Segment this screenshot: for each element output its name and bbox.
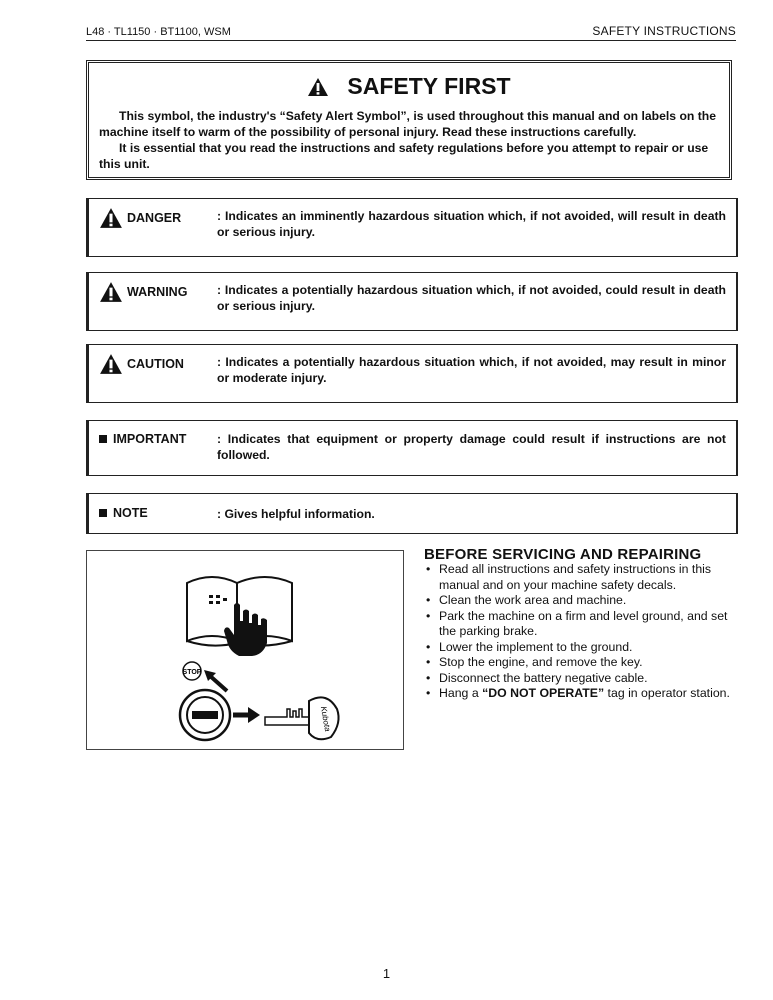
caution-label: CAUTION (127, 357, 184, 371)
important-description: : Indicates that equipment or property damage could result if instructions are not followed. (217, 432, 726, 462)
do-not-operate-tag-text: “DO NOT OPERATE” (482, 686, 605, 700)
list-item: • Lower the implement to the ground. (424, 640, 742, 656)
note-description: : Gives helpful information. (217, 507, 375, 521)
safety-first-heading (89, 73, 729, 100)
warning-triangle-icon (99, 281, 123, 303)
signal-label (99, 207, 181, 229)
danger-description: : Indicates an imminently hazardous situation which, if not avoided, will result in death or serious injury. (217, 209, 726, 239)
header-rule (86, 40, 736, 41)
key-icon (265, 697, 339, 739)
safety-first-paragraph-2: It is essential that you read the instructions and safety regulations before you attempt to repair or use this unit. (99, 141, 709, 171)
safety-first-box (86, 60, 732, 180)
signal-box-danger (86, 198, 738, 257)
signal-box-important (86, 420, 738, 476)
header-section-title: SAFETY INSTRUCTIONS (592, 24, 736, 38)
list-item: • Stop the engine, and remove the key. (424, 655, 742, 671)
list-item (424, 686, 742, 702)
safety-alert-icon (307, 77, 329, 97)
danger-label: DANGER (127, 211, 182, 225)
warning-triangle-icon (99, 353, 123, 375)
tag-instruction-prefix: Hang a (439, 686, 483, 700)
square-bullet-icon (99, 435, 107, 443)
square-bullet-icon (99, 509, 107, 517)
stop-switch-label: STOP (182, 669, 202, 676)
page-number: 1 (382, 966, 391, 981)
before-servicing-title: BEFORE SERVICING AND REPAIRING (424, 546, 702, 563)
signal-box-note (86, 493, 738, 534)
list-item: • Read all instructions and safety instructions in this manual and on your machine safety decals. (424, 562, 742, 593)
warning-description: : Indicates a potentially hazardous situation which, if not avoided, could result in death or serious injury. (217, 283, 726, 313)
warning-label: WARNING (127, 285, 188, 299)
before-servicing-list (424, 562, 742, 702)
key-brand-label: Kubota (318, 705, 333, 733)
signal-label (99, 432, 186, 446)
signal-label (99, 281, 187, 303)
manual-and-key-illustration (87, 551, 403, 749)
safety-first-paragraph-1: This symbol, the industry's “Safety Alert Symbol”, is used throughout this manual and on labels on the machine itself to warm of the possibility of personal injury. Read these instructions carefully. (99, 109, 717, 139)
list-item: • Park the machine on a firm and level ground, and set the parking brake. (424, 609, 742, 640)
illustration-box (86, 550, 404, 750)
signal-label (99, 506, 148, 520)
signal-box-caution (86, 344, 738, 403)
list-item: • Disconnect the battery negative cable. (424, 671, 742, 687)
warning-triangle-icon (99, 207, 123, 229)
important-label: IMPORTANT (113, 432, 187, 446)
header-doc-ref: L48 · TL1150 · BT1100, WSM (86, 26, 231, 38)
signal-label (99, 353, 184, 375)
safety-first-title: SAFETY FIRST (347, 73, 511, 99)
caution-description: : Indicates a potentially hazardous situation which, if not avoided, may result in minor or moderate injury. (217, 355, 726, 385)
tag-instruction-suffix: tag in operator station. (604, 686, 730, 700)
stop-switch-icon (183, 662, 227, 691)
signal-box-warning (86, 272, 738, 331)
ignition-switch-icon (180, 690, 260, 740)
list-item: • Clean the work area and machine. (424, 593, 742, 609)
note-label: NOTE (113, 506, 148, 520)
